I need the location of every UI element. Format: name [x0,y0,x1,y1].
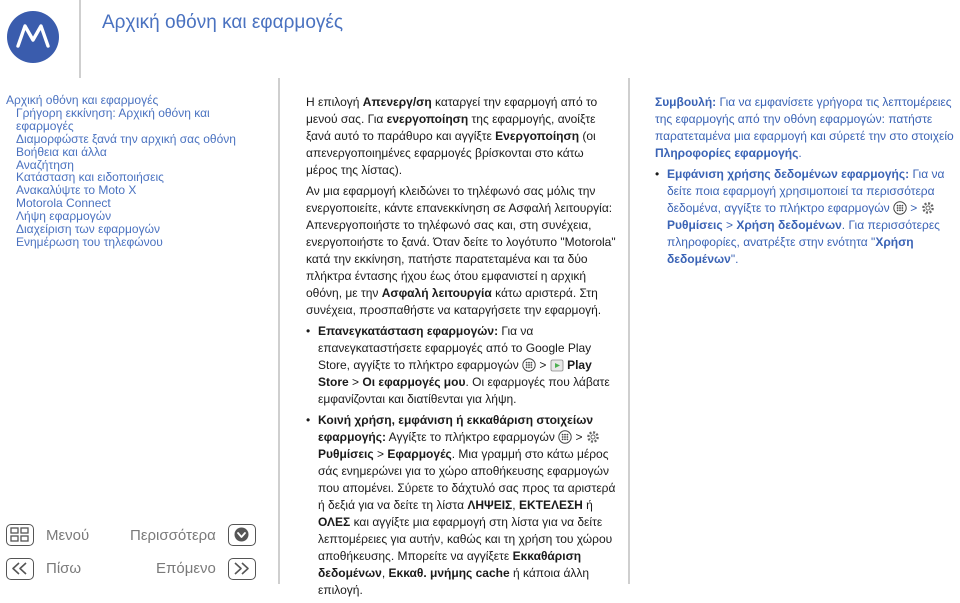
toc-item[interactable]: Βοήθεια και άλλα [16,144,107,159]
toc-item[interactable]: Λήψη εφαρμογών [16,209,112,224]
toc-item[interactable]: εφαρμογές [16,118,74,133]
apps-icon [893,201,907,215]
bullet-reinstall: • Επανεγκατάσταση εφαρμογών: Για να επανεγκαταστήσετε εφαρμογές από το Google Play Store, αγγίξτε το πλήκτρο εφαρμογών > Play Store > Οι εφαρμογές μου. Οι εφαρμογές που λάβατε εμφανίζονται και διατίθενται για λήψη. [306,324,610,406]
toc-item[interactable]: Ανακαλύψτε το Moto X [16,183,137,198]
more-down-icon[interactable] [228,524,256,546]
tip-paragraph: Συμβουλή: Για να εμφανίσετε γρήγορα τις λεπτομέρειες της εφαρμογής από την οθόνη εφαρμογών: πατήστε παρατεταμένα μια εφαρμογή και σύρετέ την στο στοιχείο Πληροφορίες εφαρμογής. [655,95,954,160]
settings-gear-icon [921,201,935,215]
toc-item[interactable]: Αναζήτηση [16,157,74,172]
settings-gear-icon [586,430,600,444]
table-of-contents [6,94,276,249]
toc-item[interactable]: Ενημέρωση του τηλεφώνου [16,234,163,249]
toc-divider [278,78,280,584]
paragraph-safe-mode: Αν μια εφαρμογή κλειδώνει το τηλέφωνό σας μόλις την ενεργοποιείτε, κάντε επανεκκίνηση σε Ασφαλή λειτουργία: Απενεργοποιήστε το τηλέφωνό σας και, στη συνέχεια, ενεργοποιήστε το ξανά. Όταν δείτε το λογότυπο "Motorola" κατά την εκκίνηση, πατήστε παρατεταμένα και τα δύο πλήκτρα έντασης ήχου έως ότου εμφανιστεί η αρχική οθόνη, με την Ασφαλή λειτουργία κάτω αριστερά. Στη συνέχεια, προσπαθήστε να καταργήσετε την εφαρμογή. [306,184,616,317]
apps-icon [558,430,572,444]
toc-item[interactable]: Motorola Connect [16,196,111,211]
toc-item[interactable]: Γρήγορη εκκίνηση: Αρχική οθόνη και [16,105,210,120]
back-arrows-icon[interactable] [6,558,34,580]
bullet-data-usage: • Εμφάνιση χρήσης δεδομένων εφαρμογής: Για να δείτε ποια εφαρμογή χρησιμοποιεί τα περισσότερα δεδομένα, αγγίξτε το πλήκτρο εφαρμογών > Ρυθμίσεις > Χρήση δεδομένων. Για περισσότερες πληροφορίες, ανατρέξτε στην ενότητα "Χρήση δεδομένων". [655,167,945,266]
menu-grid-icon[interactable] [6,524,34,546]
header-divider [79,0,81,78]
toc-item[interactable]: Κατάσταση και ειδοποιήσεις [16,170,164,185]
paragraph-disable: Η επιλογή Απενεργ/ση καταργεί την εφαρμογή από το μενού σας. Για ενεργοποίηση της εφαρμογής, ανοίξτε ξανά αυτό το παράθυρο και αγγίξτε Ενεργοποίηση (οι απενεργοποιημένες εφαρμογές βρίσκονται στο κάτω μέρος της λίστας). [306,95,598,177]
column-divider [628,78,630,584]
more-button[interactable]: Περισσότερα [130,527,216,544]
middle-column [306,94,618,603]
next-button[interactable]: Επόμενο [156,560,216,577]
back-button[interactable]: Πίσω [46,560,82,577]
motorola-logo [7,11,59,63]
menu-button[interactable]: Μενού [46,527,90,544]
bullet-share-clear: • Κοινή χρήση, εμφάνιση ή εκκαθάριση στοιχείων εφαρμογής: Αγγίξτε το πλήκτρο εφαρμογών > Ρυθμίσεις > Εφαρμογές. Μια γραμμή στο κάτω μέρος σάς ενημερώνει για το χώρο αποθήκευσης εφαρμογών που απομένει. Σύρετε το δάχτυλό σας προς τα αριστερά ή δεξιά για να δείτε τη λίστα ΛΗΨΕΙΣ, ΕΚΤΕΛΕΣΗ ή ΟΛΕΣ και αγγίξτε μια εφαρμογή στη λίστα για να δείτε λεπτομέρειες για αυτήν, καθώς και τη χρήση του χώρου αποθήκευσης. Μπορείτε να αγγίξετε Εκκαθάριση δεδομένων, Εκκαθ. μνήμης cache ή κάποια άλλη επιλογή. [306,413,616,597]
page-title: Αρχική οθόνη και εφαρμογές [102,12,344,33]
apps-icon [522,358,536,372]
toc-item[interactable]: Διαχείριση των εφαρμογών [16,222,160,237]
toc-item[interactable]: Αρχική οθόνη και εφαρμογές [6,93,159,107]
next-arrows-icon[interactable] [228,558,256,580]
play-store-icon [550,358,564,372]
toc-item[interactable]: Διαμορφώστε ξανά την αρχική σας οθόνη [16,131,236,146]
right-column [655,94,955,272]
